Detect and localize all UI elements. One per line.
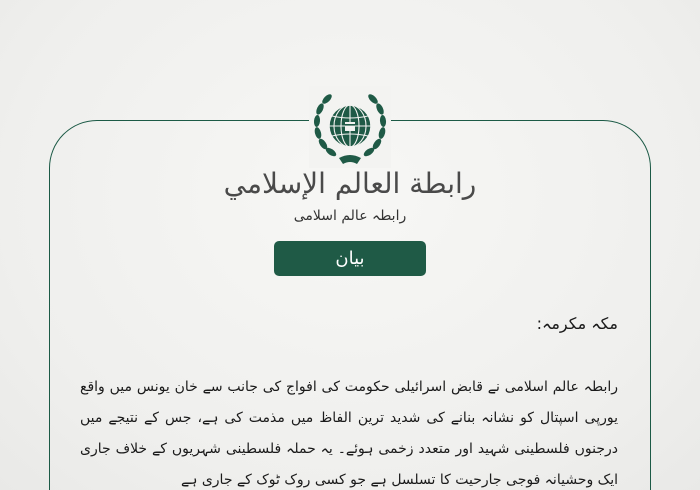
statement-paragraph: رابطہ عالم اسلامی نے قابض اسرائیلی حکومت کی افواج کی جانب سے خان یونس میں واقع یورپی اسپتال کو نشانہ بنانے کی شدید ترین الفاظ میں مذمت کی ہے، جس کے نتیجے میں درجنوں فلسطینی شہید اور متعدد زخمی ہوئے۔ یہ حملہ فلسطینی شہریوں کے خلاف جاری ایک وحشیانہ فوجی جارحیت کا تسلسل ہے جو کسی روک ٹوک کے جاری ہے: [80, 379, 618, 488]
statement-body: [80, 372, 618, 490]
organization-name-arabic: رابطة العالم الإسلامي: [223, 167, 477, 200]
organization-name-urdu: رابطہ عالم اسلامی: [293, 208, 407, 224]
dateline: مکہ مکرمہ:: [536, 314, 618, 333]
statement-banner-label: بیان: [335, 248, 365, 269]
statement-banner: [274, 241, 426, 276]
globe-laurel-emblem-icon: [309, 86, 391, 168]
